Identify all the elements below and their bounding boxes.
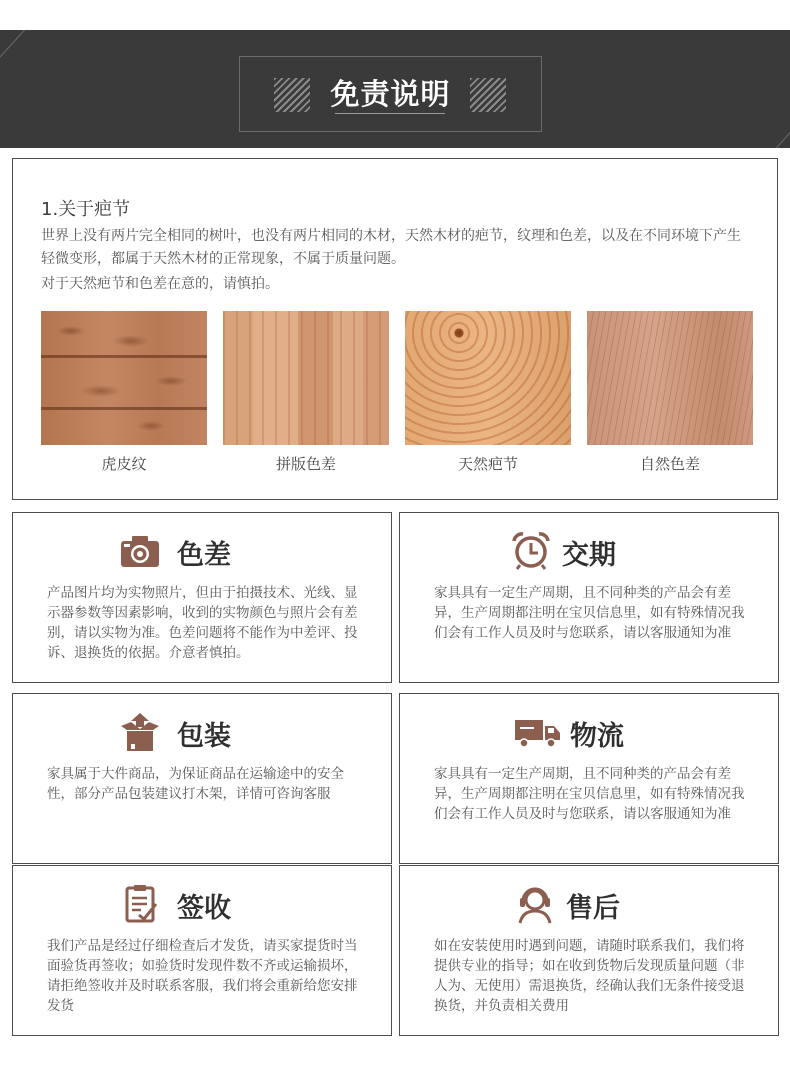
card-title: 交期 [562,540,616,571]
card-header [13,531,391,571]
delivery-truck-icon [514,712,562,752]
decorative-line [720,114,790,148]
card-body: 家具具有一定生产周期，且不同种类的产品会有差异，生产周期都注明在宝贝信息里，如有特殊情况我们会有工作人员及时与您联系，请以客服通知为准 [434,585,745,641]
wood-sample-caption: 自然色差 [639,455,700,473]
wood-sample-image [223,311,389,445]
wood-sample-image [405,311,571,445]
card-title: 色差 [177,540,231,571]
card-header [13,884,391,924]
package-box-icon [119,712,161,752]
card-logistics [399,693,779,864]
alarm-clock-icon [510,531,552,571]
title-frame [239,56,542,132]
wood-sample-caption: 天然疤节 [457,455,518,473]
section-note: 对于天然疤节和色差在意的，请慎拍。 [41,276,279,292]
customer-service-icon [514,884,556,924]
card-title: 售后 [566,893,620,924]
card-body: 家具具有一定生产周期，且不同种类的产品会有差异，生产周期都注明在宝贝信息里，如有特殊情况我们会有工作人员及时与您联系，请以客服通知为准 [434,766,745,822]
decorative-line [0,30,44,91]
card-color-difference [12,512,392,683]
card-after-sales [399,865,779,1036]
page-title: 免责说明 [330,77,451,111]
card-sign-for [12,865,392,1036]
knot-section [12,158,778,500]
section-heading: 1.关于疤节 [41,199,131,220]
card-title: 签收 [177,893,231,924]
card-body: 家具属于大件商品，为保证商品在运输途中的安全性，部分产品包装建议打木架，详情可咨询客服 [47,766,344,802]
header-band [0,30,790,148]
card-header [400,712,778,752]
title-underline [335,113,445,114]
card-header [400,884,778,924]
card-title: 包装 [177,721,231,752]
wood-sample-image [41,311,207,445]
card-header [13,712,391,752]
section-description: 世界上没有两片完全相同的树叶，也没有两片相同的木材，天然木材的疤节，纹理和色差，以及在不同环境下产生轻微变形，都属于天然木材的正常现象，不属于质量问题。 [41,228,741,267]
wood-sample-caption: 虎皮纹 [101,455,147,473]
wood-sample-image [587,311,753,445]
card-body: 如在安装使用时遇到问题，请随时联系我们，我们将提供专业的指导；如在收到货物后发现质量问题（非人为、无使用）需退换货，经确认我们无条件接受退换货，并负责相关费用 [434,938,745,1014]
clipboard-check-icon [121,884,163,924]
hatch-decoration [470,78,506,112]
camera-icon [119,531,161,571]
card-body: 产品图片均为实物照片，但由于拍摄技术、光线、显示器参数等因素影响，收到的实物颜色与照片会有差别，请以实物为准。色差问题将不能作为中差评、投诉、退换货的依据。介意者慎拍。 [47,585,358,661]
card-body: 我们产品是经过仔细检查后才发货，请买家提货时当面验货再签收；如验货时发现件数不齐或运输损坏，请拒绝签收并及时联系客服，我们将会重新给您安排发货 [47,938,358,1014]
card-delivery-period [399,512,779,683]
card-packaging [12,693,392,864]
wood-sample-caption: 拼版色差 [275,455,336,473]
card-title: 物流 [570,721,624,752]
card-header [400,531,778,571]
